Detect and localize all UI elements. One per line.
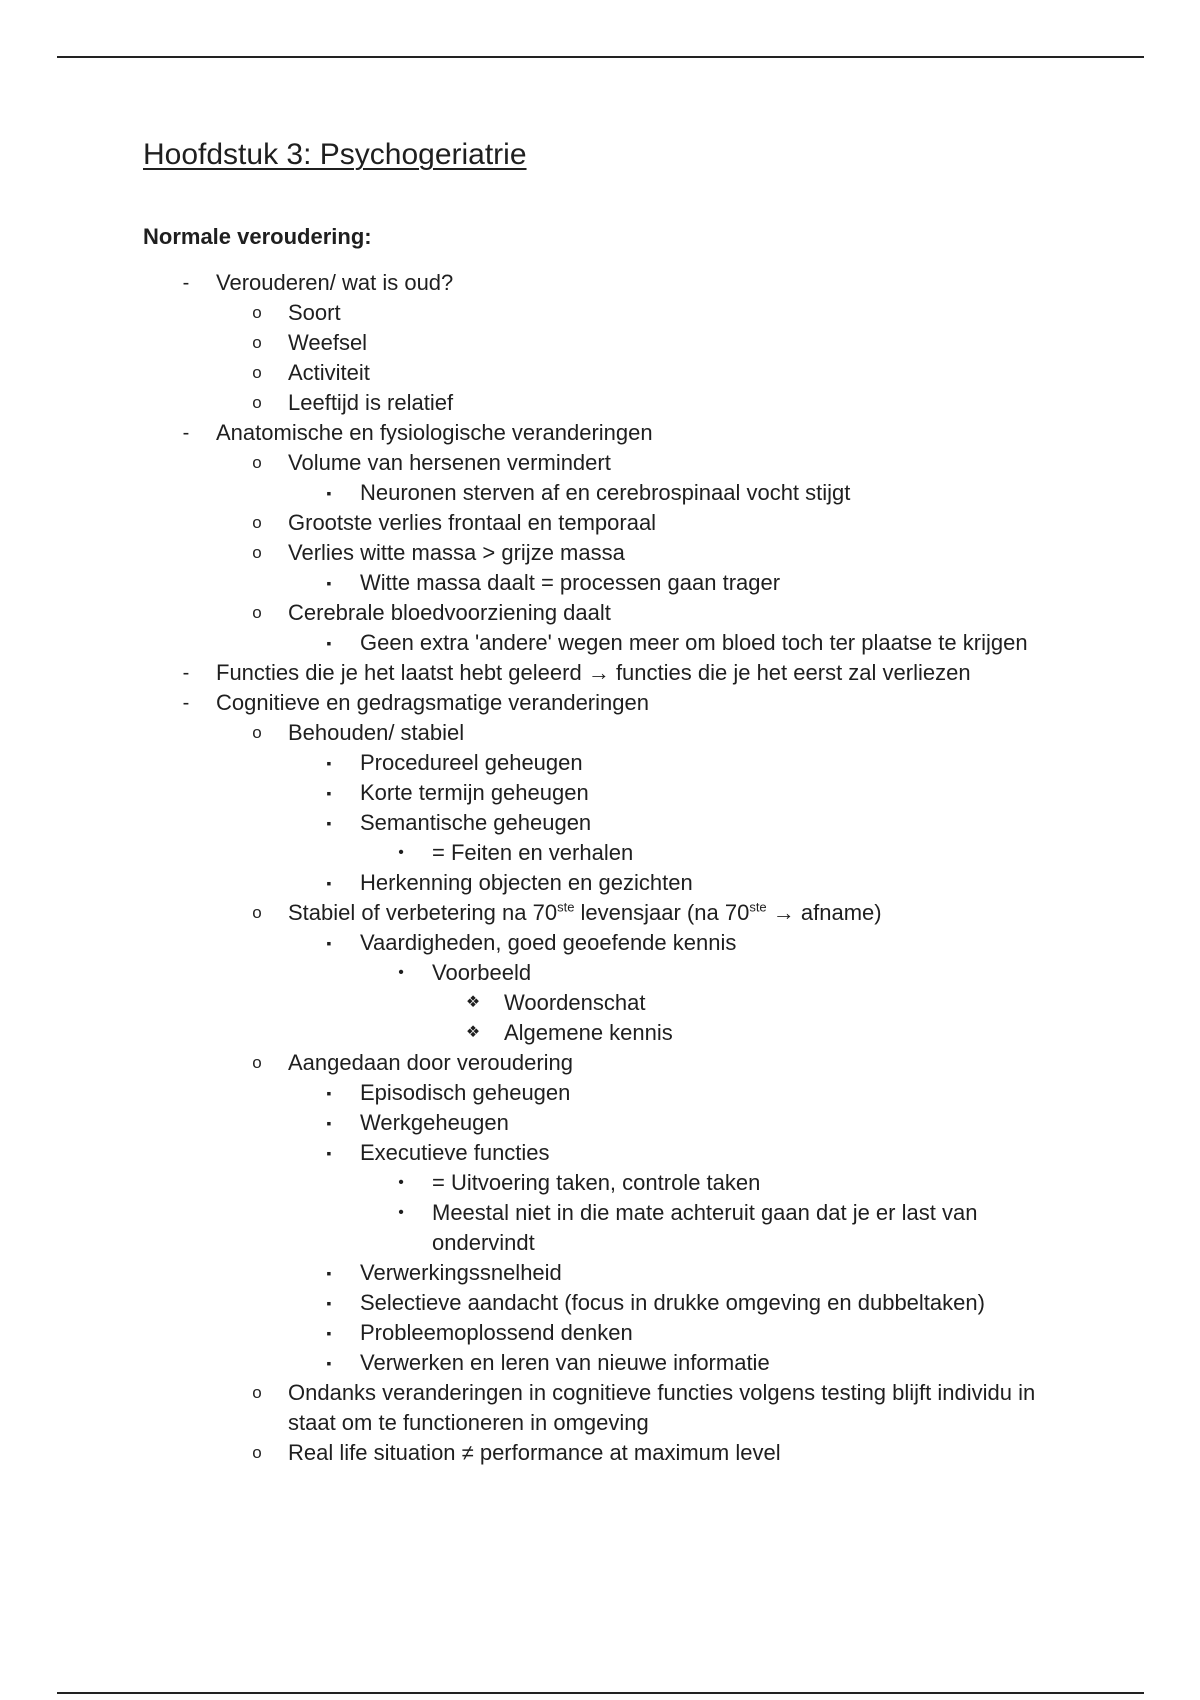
circle-bullet: o bbox=[252, 332, 262, 352]
list-item: • = Uitvoering taken, controle taken bbox=[360, 1168, 1073, 1198]
circle-bullet: o bbox=[252, 512, 262, 532]
square-bullet: ▪ bbox=[326, 484, 332, 501]
square-bullet: ▪ bbox=[326, 754, 332, 771]
list-item: o Grootste verlies frontaal en temporaal bbox=[216, 508, 1073, 538]
square-bullet: ▪ bbox=[326, 1114, 332, 1131]
square-bullet: ▪ bbox=[326, 574, 332, 591]
square-bullet: ▪ bbox=[326, 874, 332, 891]
list-item: ▪ Verwerken en leren van nieuwe informatie bbox=[288, 1348, 1073, 1378]
list-item: ▪ Verwerkingssnelheid bbox=[288, 1258, 1073, 1288]
list-item: ▪ Vaardigheden, goed geoefende kennis • Voorbeeld ❖ Woordenschat ❖ Algemene kennis bbox=[288, 928, 1073, 1048]
circle-bullet: o bbox=[252, 1052, 262, 1072]
square-bullet: ▪ bbox=[326, 1264, 332, 1281]
circle-bullet: o bbox=[252, 902, 262, 922]
dash-bullet: - bbox=[182, 271, 190, 294]
list-item: ▪ Episodisch geheugen bbox=[288, 1078, 1073, 1108]
list-item: - Functies die je het laatst hebt geleerd → functies die je het eerst zal verliezen bbox=[143, 658, 1073, 688]
square-bullet: ▪ bbox=[326, 814, 332, 831]
dash-bullet: - bbox=[182, 661, 190, 684]
circle-bullet: o bbox=[252, 722, 262, 742]
list-item: - Verouderen/ wat is oud? o Soort o Weefsel o Activiteit o Leeftijd is relatief bbox=[143, 268, 1073, 418]
list-item: ▪ Herkenning objecten en gezichten bbox=[288, 868, 1073, 898]
page-title: Hoofdstuk 3: Psychogeriatrie bbox=[143, 138, 527, 171]
list-item: o Volume van hersenen vermindert ▪ Neuronen sterven af en cerebrospinaal vocht stijgt bbox=[216, 448, 1073, 508]
list-item: - Anatomische en fysiologische veranderingen o Volume van hersenen vermindert ▪ Neuronen sterven af en cerebrospinaal vocht stijgt o Grootste verlies frontaal en temporaal o Verlies witte massa > grijze massa ▪ Witte massa daalt = processen gaan trager o Cerebrale bloedvoorziening daalt ▪ Geen extra 'andere' wegen meer om bloed toch ter plaatse te krijgen bbox=[143, 418, 1073, 658]
document-page bbox=[143, 137, 1073, 1468]
circle-bullet: o bbox=[252, 302, 262, 322]
list-item: o Soort bbox=[216, 298, 1073, 328]
circle-bullet: o bbox=[252, 1442, 262, 1462]
circle-bullet: o bbox=[252, 392, 262, 412]
dot-bullet: • bbox=[398, 843, 404, 861]
list-item: ▪ Probleemoplossend denken bbox=[288, 1318, 1073, 1348]
list-item: o Activiteit bbox=[216, 358, 1073, 388]
list-item: ▪ Neuronen sterven af en cerebrospinaal vocht stijgt bbox=[288, 478, 1073, 508]
square-bullet: ▪ bbox=[326, 1354, 332, 1371]
square-bullet: ▪ bbox=[326, 784, 332, 801]
dot-bullet: • bbox=[398, 1203, 404, 1221]
circle-bullet: o bbox=[252, 1382, 262, 1402]
square-bullet: ▪ bbox=[326, 1084, 332, 1101]
list-item: - Cognitieve en gedragsmatige veranderingen o Behouden/ stabiel ▪ Procedureel geheugen ▪ Korte termijn geheugen ▪ Semantische geheugen • = Feiten en verhalen ▪ Herkenning objecten en gezichten o Stabiel of verbetering na 70ste levensjaar (na 70ste → afname) ▪ Vaardigheden, goed geoefende kennis • Voorbeeld ❖ Woordenschat ❖ Algemene kennis o Aangedaan door veroudering ▪ Episodisch geheugen ▪ Werkgeheugen ▪ Executieve functies • = Uitvoering taken, controle taken • Meestal niet in die mate achteruit gaan dat je er last van ondervindt ▪ Verwerkingssnelheid ▪ Selectieve aandacht (focus in drukke omgeving en dubbeltaken) ▪ Probleemoplossend denken ▪ Verwerken en leren van nieuwe informatie o Ondanks veranderingen in cognitieve functies volgens testing blijft individu in staat om te functioneren in omgeving o Real life situation ≠ performance at maximum level bbox=[143, 688, 1073, 1468]
dash-bullet: - bbox=[182, 421, 190, 444]
list-item: o Weefsel bbox=[216, 328, 1073, 358]
circle-bullet: o bbox=[252, 542, 262, 562]
dot-bullet: • bbox=[398, 1173, 404, 1191]
circle-bullet: o bbox=[252, 362, 262, 382]
list-item: ❖ Woordenschat bbox=[432, 988, 1073, 1018]
circle-bullet: o bbox=[252, 602, 262, 622]
list-item: o Real life situation ≠ performance at maximum level bbox=[216, 1438, 1073, 1468]
list-item: • Meestal niet in die mate achteruit gaan dat je er last van ondervindt bbox=[360, 1198, 1073, 1258]
dash-bullet: - bbox=[182, 691, 190, 714]
list-item: ▪ Geen extra 'andere' wegen meer om bloed toch ter plaatse te krijgen bbox=[288, 628, 1073, 658]
square-bullet: ▪ bbox=[326, 1144, 332, 1161]
square-bullet: ▪ bbox=[326, 1294, 332, 1311]
square-bullet: ▪ bbox=[326, 634, 332, 651]
circle-bullet: o bbox=[252, 452, 262, 472]
list-item: ▪ Semantische geheugen • = Feiten en verhalen bbox=[288, 808, 1073, 868]
list-item: • = Feiten en verhalen bbox=[360, 838, 1073, 868]
square-bullet: ▪ bbox=[326, 1324, 332, 1341]
list-item: o Ondanks veranderingen in cognitieve functies volgens testing blijft individu in staat om te functioneren in omgeving bbox=[216, 1378, 1073, 1438]
list-item: • Voorbeeld ❖ Woordenschat ❖ Algemene kennis bbox=[360, 958, 1073, 1048]
outline-list bbox=[143, 268, 1073, 1468]
list-item: o Verlies witte massa > grijze massa ▪ Witte massa daalt = processen gaan trager bbox=[216, 538, 1073, 598]
list-item: o Behouden/ stabiel ▪ Procedureel geheugen ▪ Korte termijn geheugen ▪ Semantische geheugen • = Feiten en verhalen ▪ Herkenning objecten en gezichten bbox=[216, 718, 1073, 898]
diamond-bullet: ❖ bbox=[465, 1023, 481, 1041]
list-item: ▪ Witte massa daalt = processen gaan trager bbox=[288, 568, 1073, 598]
list-item: o Aangedaan door veroudering ▪ Episodisch geheugen ▪ Werkgeheugen ▪ Executieve functies • = Uitvoering taken, controle taken • Meestal niet in die mate achteruit gaan dat je er last van ondervindt ▪ Verwerkingssnelheid ▪ Selectieve aandacht (focus in drukke omgeving en dubbeltaken) ▪ Probleemoplossend denken ▪ Verwerken en leren van nieuwe informatie bbox=[216, 1048, 1073, 1378]
diamond-bullet: ❖ bbox=[465, 993, 481, 1011]
square-bullet: ▪ bbox=[326, 934, 332, 951]
list-item: o Leeftijd is relatief bbox=[216, 388, 1073, 418]
list-item: ▪ Procedureel geheugen bbox=[288, 748, 1073, 778]
header-rule bbox=[57, 56, 1144, 58]
section-heading: Normale veroudering: bbox=[143, 224, 372, 249]
list-item: ❖ Algemene kennis bbox=[432, 1018, 1073, 1048]
dot-bullet: • bbox=[398, 963, 404, 981]
list-item: ▪ Executieve functies • = Uitvoering taken, controle taken • Meestal niet in die mate achteruit gaan dat je er last van ondervindt bbox=[288, 1138, 1073, 1258]
arrow-icon: → bbox=[772, 899, 795, 925]
list-item: ▪ Werkgeheugen bbox=[288, 1108, 1073, 1138]
list-item: o Cerebrale bloedvoorziening daalt ▪ Geen extra 'andere' wegen meer om bloed toch ter plaatse te krijgen bbox=[216, 598, 1073, 658]
footer-rule bbox=[57, 1692, 1144, 1694]
list-item: ▪ Selectieve aandacht (focus in drukke omgeving en dubbeltaken) bbox=[288, 1288, 1073, 1318]
list-item: o Stabiel of verbetering na 70ste levensjaar (na 70ste → afname) ▪ Vaardigheden, goed geoefende kennis • Voorbeeld ❖ Woordenschat ❖ Algemene kennis bbox=[216, 898, 1073, 1048]
arrow-icon: → bbox=[587, 659, 610, 685]
list-item: ▪ Korte termijn geheugen bbox=[288, 778, 1073, 808]
